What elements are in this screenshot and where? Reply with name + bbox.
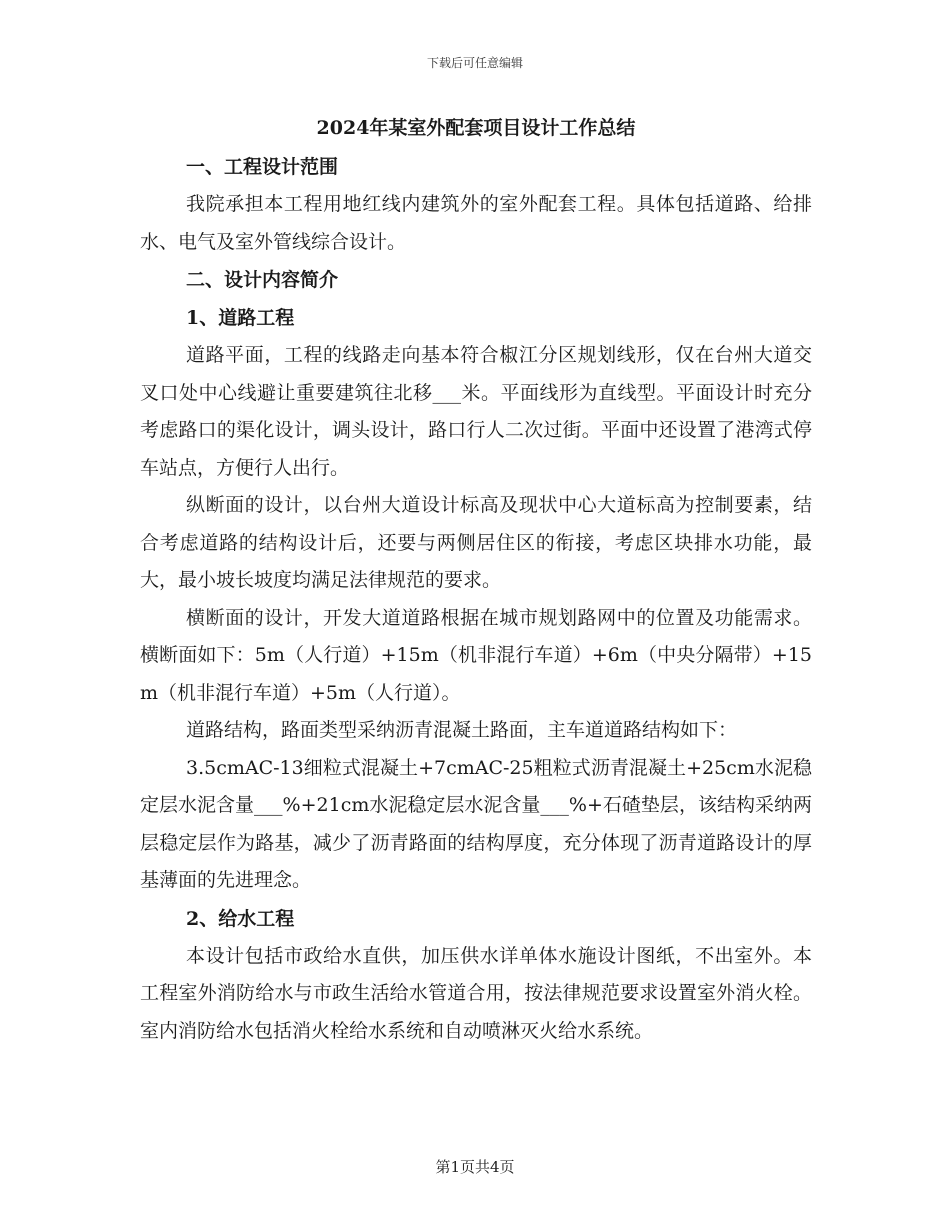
document-title: 2024年某室外配套项目设计工作总结 <box>316 117 636 139</box>
paragraph-water-supply: 本设计包括市政给水直供，加压供水详单体水施设计图纸，不出室外。本工程室外消防给水与市政生活给水管道合用，按法律规范要求设置室外消火栓。室内消防给水包括消火栓给水系统和自动喷淋灭火给水系统。 <box>140 944 812 1042</box>
header-note: 下载后可任意编辑 <box>426 56 523 70</box>
paragraph-road-layers: 3.5cmAC-13细粒式混凝土+7cmAC-25粗粒式沥青混凝土+25cm水泥稳定层水泥含量___%+21cm水泥稳定层水泥含量___%+石碴垫层，该结构采纳两层稳定层作为路基，减少了沥青路面的结构厚度，充分体现了沥青道路设计的厚基薄面的先进理念。 <box>140 756 812 891</box>
paragraph-road-plan: 道路平面，工程的线路走向基本符合椒江分区规划线形，仅在台州大道交叉口处中心线避让重要建筑往北移___米。平面线形为直线型。平面设计时充分考虑路口的渠化设计，调头设计，路口行人二次过街。平面中还设置了港湾式停车站点，方便行人出行。 <box>140 344 812 479</box>
subsection-heading-road: 1、道路工程 <box>186 307 295 329</box>
paragraph-scope: 我院承担本工程用地红线内建筑外的室外配套工程。具体包括道路、给排水、电气及室外管线综合设计。 <box>140 193 812 253</box>
document-body <box>140 114 812 1050</box>
paragraph-road-structure: 道路结构，路面类型采纳沥青混凝土路面，主车道道路结构如下： <box>186 719 738 741</box>
subsection-heading-water: 2、给水工程 <box>186 907 295 930</box>
paragraph-road-profile: 纵断面的设计，以台州大道设计标高及现状中心大道标高为控制要素，结合考虑道路的结构设计后，还要与两侧居住区的衔接，考虑区块排水功能，最大，最小坡长坡度均满足法律规范的要求。 <box>140 494 812 591</box>
section-heading-scope: 一、工程设计范围 <box>186 156 339 178</box>
page-number: 第1页共4页 <box>435 1158 515 1176</box>
section-heading-content: 二、设计内容简介 <box>186 269 339 291</box>
paragraph-road-cross-section: 横断面的设计，开发大道道路根据在城市规划路网中的位置及功能需求。横断面如下：5m（人行道）+15m（机非混行车道）+6m（中央分隔带）+15m（机非混行车道）+5m（人行道）。 <box>140 606 812 704</box>
